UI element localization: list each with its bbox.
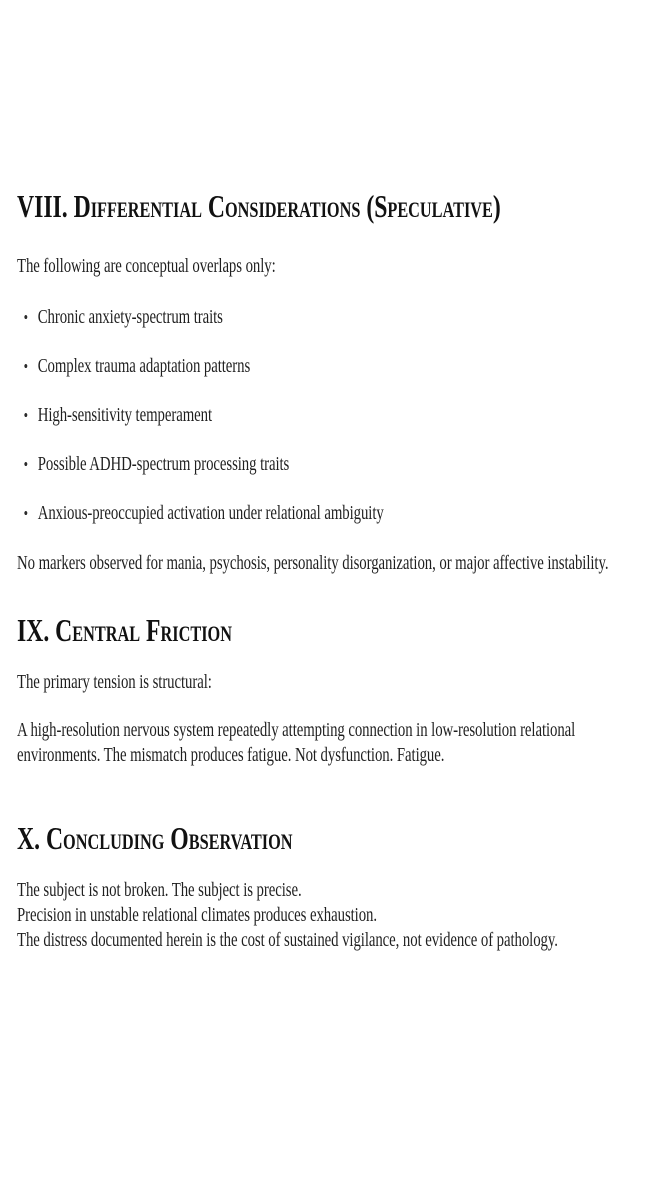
differential-overlap-list bbox=[17, 305, 646, 526]
list-item-text: High-sensitivity temperament bbox=[37, 404, 212, 426]
section-viii-heading: VIII. Differential Considerations (Speculative) bbox=[17, 188, 501, 224]
list-item-text: Chronic anxiety-spectrum traits bbox=[37, 306, 223, 328]
section-differential-considerations bbox=[17, 188, 646, 576]
section-ix-heading: IX. Central Friction bbox=[17, 612, 232, 648]
section-concluding-observation bbox=[17, 820, 646, 953]
bullet-icon: • bbox=[23, 357, 29, 376]
section-viii-intro: The following are conceptual overlaps only: bbox=[17, 255, 276, 277]
section-viii-note: No markers observed for mania, psychosis, personality disorganization, or major affective instability. bbox=[17, 552, 609, 574]
list-item bbox=[17, 305, 646, 330]
list-item-text: Possible ADHD-spectrum processing traits bbox=[37, 453, 290, 475]
list-item-text: Complex trauma adaptation patterns bbox=[37, 355, 251, 377]
conclusion-line: Precision in unstable relational climates produces exhaustion. bbox=[17, 904, 377, 926]
section-x-body bbox=[17, 878, 646, 953]
conclusion-line: The subject is not broken. The subject is precise. bbox=[17, 879, 302, 901]
section-central-friction bbox=[17, 612, 646, 768]
section-x-heading: X. Concluding Observation bbox=[17, 820, 293, 856]
list-item bbox=[17, 501, 646, 526]
list-item-text: Anxious-preoccupied activation under relational ambiguity bbox=[37, 502, 384, 524]
conclusion-line: The distress documented herein is the cost of sustained vigilance, not evidence of pathology. bbox=[17, 929, 558, 951]
section-ix-body: A high-resolution nervous system repeatedly attempting connection in low-resolution relational environments. The mismatch produces fatigue. Not dysfunction. Fatigue. bbox=[17, 719, 576, 766]
list-item bbox=[17, 452, 646, 477]
list-item bbox=[17, 354, 646, 379]
bullet-icon: • bbox=[23, 406, 29, 425]
bullet-icon: • bbox=[23, 504, 29, 523]
section-ix-intro: The primary tension is structural: bbox=[17, 671, 212, 693]
bullet-icon: • bbox=[23, 455, 29, 474]
bullet-icon: • bbox=[23, 308, 29, 327]
list-item bbox=[17, 403, 646, 428]
